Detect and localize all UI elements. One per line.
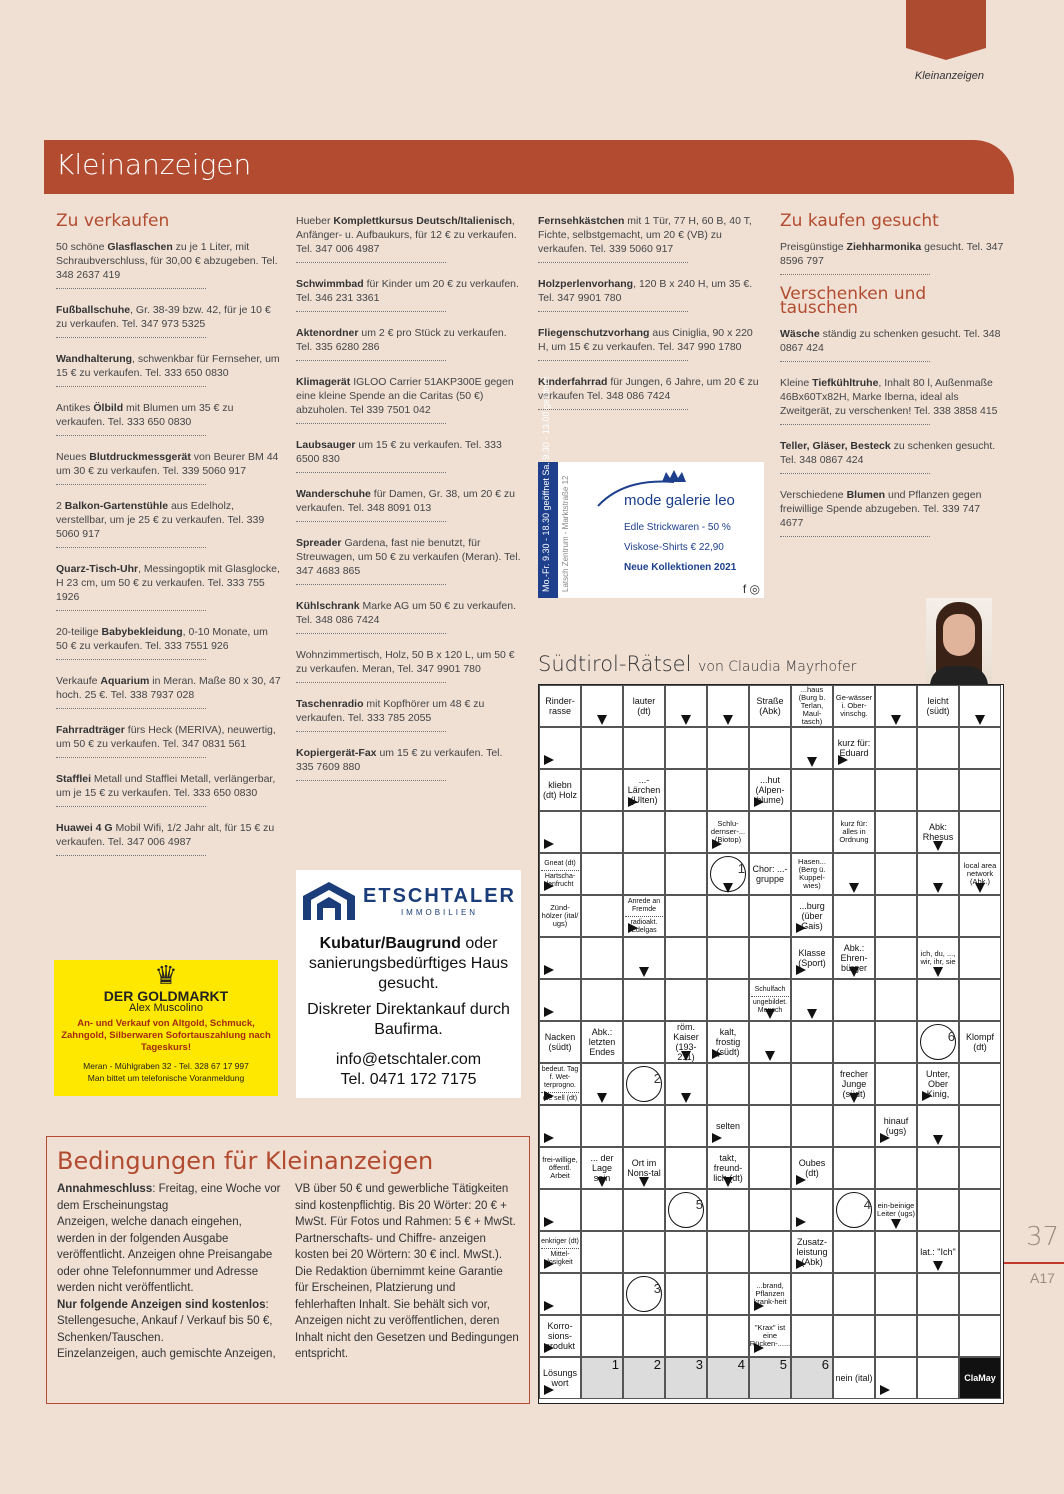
answer-cell[interactable]: [581, 1315, 623, 1357]
clue-cell: leicht (südt): [917, 685, 959, 727]
clue-cell: Chor: ...-gruppe: [749, 853, 791, 895]
clue-cell: nein (ital): [833, 1357, 875, 1399]
arrow-right-icon: [544, 839, 554, 849]
arrow-down-icon: [933, 883, 943, 893]
answer-cell[interactable]: [623, 1189, 665, 1231]
arrow-down-icon: [597, 1177, 607, 1187]
classified-ad: Kopiergerät-Fax um 15 € zu verkaufen. Tel. 335 7609 880: [296, 746, 446, 781]
terms-box: [46, 1136, 530, 1404]
solution-cell[interactable]: 1: [581, 1357, 623, 1399]
answer-cell[interactable]: [917, 1147, 959, 1189]
arrow-right-icon: [880, 1133, 890, 1143]
clue-cell: "Krax" ist eine Rücken-......: [749, 1315, 791, 1357]
answer-cell[interactable]: [833, 979, 875, 1021]
arrow-right-icon: [880, 1385, 890, 1395]
numbered-circle: 1: [710, 856, 746, 892]
answer-cell[interactable]: [959, 895, 1001, 937]
answer-cell[interactable]: [833, 769, 875, 811]
clue-cell: Oubes (dt): [791, 1147, 833, 1189]
clue-cell: Rinder-rasse: [539, 685, 581, 727]
goldmarkt-name: DER GOLDMARKT: [103, 988, 229, 1004]
crossword-grid[interactable]: [538, 684, 1004, 1404]
numbered-circle: 5: [668, 1192, 704, 1228]
answer-cell[interactable]: [833, 1315, 875, 1357]
clue-cell: Abk: Rhesus: [917, 811, 959, 853]
arrow-down-icon: [933, 1261, 943, 1271]
answer-cell[interactable]: [665, 1231, 707, 1273]
terms-heading: Bedingungen für Kleinanzeigen: [57, 1147, 434, 1175]
clue-cell: frecher Junge (südt): [833, 1063, 875, 1105]
answer-cell[interactable]: [623, 1105, 665, 1147]
answer-cell[interactable]: [581, 1189, 623, 1231]
classified-ad: Wäsche ständig zu schenken gesucht. Tel. 348 0867 424: [780, 327, 930, 362]
arrow-right-icon: [544, 1385, 554, 1395]
answer-cell[interactable]: [875, 1021, 917, 1063]
goldmarkt-ad[interactable]: [54, 960, 278, 1096]
arrow-right-icon: [544, 1301, 554, 1311]
arrow-right-icon: [628, 797, 638, 807]
solution-cell[interactable]: 5: [749, 1357, 791, 1399]
answer-cell[interactable]: [875, 769, 917, 811]
modegalerie-line3: Neue Kollektionen 2021: [624, 562, 737, 573]
solution-cell[interactable]: 6: [791, 1357, 833, 1399]
solution-cell[interactable]: 3: [665, 1357, 707, 1399]
clue-cell: kliebn (dt) Holz: [539, 769, 581, 811]
house-icon: [301, 880, 357, 922]
right-column: [780, 211, 1006, 551]
solution-cell[interactable]: 2: [623, 1357, 665, 1399]
answer-cell[interactable]: [665, 811, 707, 853]
clue-cell: Straße (Abk): [749, 685, 791, 727]
solution-cell[interactable]: 4: [707, 1357, 749, 1399]
classified-ad: Schwimmbad für Kinder um 20 € zu verkaufen. Tel. 346 231 3361: [296, 277, 446, 312]
answer-cell[interactable]: [623, 979, 665, 1021]
terms-col1: Annahmeschluss: Freitag, eine Woche vor dem Erscheinungstag Anzeigen, welche danach eingehen, werden in der folgenden Ausgabe veröffentlicht. Anzeigen ohne Preisangabe oder ohne Telefonnummer und Adresse werden nicht veröffentlicht. Nur folgende Anzeigen sind kostenlos: Stellengesuche, Ankauf / Verkauf bis 50 €, Schenken/Tauschen. Einzelanzeigen, auch gemischte Anzeigen,: [57, 1183, 281, 1360]
answer-cell[interactable]: [665, 979, 707, 1021]
arrow-down-icon: [723, 715, 733, 725]
answer-cell[interactable]: [833, 895, 875, 937]
answer-cell[interactable]: [959, 1063, 1001, 1105]
arrow-down-icon: [975, 883, 985, 893]
arrow-down-icon: [639, 967, 649, 977]
answer-cell[interactable]: [665, 937, 707, 979]
answer-cell[interactable]: [875, 1147, 917, 1189]
zu-verkaufen-col3: [538, 214, 764, 424]
arrow-right-icon: [544, 965, 554, 975]
answer-cell[interactable]: [917, 1273, 959, 1315]
arrow-down-icon: [723, 883, 733, 893]
clue-cell: Schlu-dernser-... (Biotop): [707, 811, 749, 853]
verschenken-heading: Verschenken und tauschen: [780, 284, 927, 318]
arrow-down-icon: [765, 1009, 775, 1019]
answer-cell[interactable]: [959, 937, 1001, 979]
answer-cell[interactable]: [917, 979, 959, 1021]
answer-cell[interactable]: [581, 853, 623, 895]
clue-cell: kurz für: Eduard: [833, 727, 875, 769]
zu-verkaufen-heading: Zu verkaufen: [56, 211, 170, 231]
etschtaler-brand: ETSCHTALER: [363, 885, 516, 907]
answer-cell[interactable]: [623, 1231, 665, 1273]
arrow-right-icon: [838, 755, 848, 765]
answer-cell[interactable]: [791, 1315, 833, 1357]
clue-cell: kurz für: alles in Ordnung: [833, 811, 875, 853]
answer-cell[interactable]: [875, 853, 917, 895]
clue-cell: Unter, Ober Kinig,: [917, 1063, 959, 1105]
answer-cell[interactable]: [959, 727, 1001, 769]
answer-cell[interactable]: [959, 811, 1001, 853]
classified-ad: Fahrradträger fürs Heck (MERIVA), neuwertig, um 50 € zu verkaufen. Tel. 347 0831 561: [56, 723, 206, 758]
clue-cell: hinauf (ugs): [875, 1105, 917, 1147]
clue-cell: lauter (dt): [623, 685, 665, 727]
etschtaler-logo: [296, 880, 521, 922]
answer-cell[interactable]: [581, 895, 623, 937]
etschtaler-phone: Tel. 0471 172 7175: [340, 1071, 477, 1088]
clue-cell: ...brand, Pflanzen krank-heit: [749, 1273, 791, 1315]
arrow-right-icon: [544, 881, 554, 891]
classified-ad: Kühlschrank Marke AG um 50 € zu verkaufen. Tel. 348 086 7424: [296, 599, 446, 634]
clue-cell: local area network (Abk.): [959, 853, 1001, 895]
answer-cell[interactable]: [623, 1021, 665, 1063]
classified-ad: Preisgünstige Ziehharmonika gesucht. Tel. 347 8596 797: [780, 240, 930, 275]
answer-cell[interactable]: [665, 769, 707, 811]
answer-cell[interactable]: [959, 1147, 1001, 1189]
author-photo: [926, 598, 992, 684]
numbered-circle: 2: [626, 1066, 662, 1102]
answer-cell[interactable]: [749, 895, 791, 937]
zu-verkaufen-col1: [56, 211, 282, 870]
answer-cell[interactable]: [581, 727, 623, 769]
section-tab: [906, 0, 986, 60]
signature-cell: ClaMay: [959, 1357, 1001, 1399]
etschtaler-brand-sub: IMMOBILIEN: [400, 908, 479, 917]
answer-cell[interactable]: [707, 979, 749, 1021]
classified-ad: Antikes Ölbild mit Blumen um 35 € zu verkaufen. Tel. 333 650 0830: [56, 401, 206, 436]
clue-cell: bedeut. Tag f. Wet-terprogno. die sell (dt): [539, 1063, 581, 1105]
clue-cell: ...burg (über Gais): [791, 895, 833, 937]
arrow-right-icon: [796, 1175, 806, 1185]
clue-cell: Abk.: Ehren-bürger: [833, 937, 875, 979]
arrow-down-icon: [849, 1093, 859, 1103]
clue-cell: Anrede an Fremde radioakt. Edelgas: [623, 895, 665, 937]
classified-ad: Holzperlenvorhang, 120 B x 240 H, um 35 €. Tel. 347 9901 780: [538, 277, 688, 312]
answer-cell[interactable]: [581, 937, 623, 979]
answer-cell[interactable]: [749, 1147, 791, 1189]
arrow-right-icon: [754, 797, 764, 807]
answer-cell[interactable]: [707, 1231, 749, 1273]
classified-ad: Kleine Tiefkühltruhe, Inhalt 80 l, Außenmaße 46Bx60Tx82H, Marke Iberna, ideal als Zweitgerät, zu verschenken! Tel. 338 3858 415: [780, 376, 930, 425]
classified-ad: Wohnzimmertisch, Holz, 50 B x 120 L, um 50 € zu verkaufen. Meran, Tel. 347 9901 780: [296, 648, 446, 683]
answer-cell[interactable]: [959, 1273, 1001, 1315]
answer-cell[interactable]: [665, 727, 707, 769]
answer-cell[interactable]: [623, 1315, 665, 1357]
arrow-down-icon: [681, 715, 691, 725]
answer-cell[interactable]: [875, 979, 917, 1021]
terms-col2: VB über 50 € und gewerbliche Tätigkeiten sind kostenpflichtig. Bis 20 Wörter: 20 € + MwSt. Für Fotos und Rahmen: 5 € + MwSt. Partnerschafts- und Chiffre- anzeigen kosten bei 20 Wörtern: 30 € incl. MwSt.). Die Redaktion übernimmt keine Garantie für Erscheinen, Platzierung und fehlerhaften Inhalt. Sie behält sich vor, Anzeigen nicht zu veröffentlichen, deren Inhalt nicht den Gesetzen und Bedingungen entspricht.: [295, 1183, 519, 1360]
classified-ad: Wandhalterung, schwenkbar für Fernseher, um 15 € zu verkaufen. Tel. 333 650 0830: [56, 352, 206, 387]
clue-cell: röm. Kaiser (193-211): [665, 1021, 707, 1063]
answer-cell[interactable]: [959, 1105, 1001, 1147]
answer-cell[interactable]: [959, 1315, 1001, 1357]
answer-cell[interactable]: [749, 1063, 791, 1105]
answer-cell[interactable]: [707, 1063, 749, 1105]
classified-ad: Laubsauger um 15 € zu verkaufen. Tel. 333 6500 830: [296, 438, 446, 473]
arrow-down-icon: [807, 1009, 817, 1019]
clue-cell: Hasen... (Berg ü. Kuppel-wies): [791, 853, 833, 895]
classified-ad: Fliegenschutzvorhang aus Ciniglia, 90 x 220 H, um 15 € zu verkaufen. Tel. 347 990 1780: [538, 326, 688, 361]
answer-cell[interactable]: [917, 895, 959, 937]
clue-cell: Zünd-hölzer (ital/ ugs): [539, 895, 581, 937]
answer-cell[interactable]: [791, 1063, 833, 1105]
answer-cell[interactable]: [749, 1105, 791, 1147]
answer-cell[interactable]: [875, 895, 917, 937]
arrow-right-icon: [796, 965, 806, 975]
answer-cell[interactable]: [581, 1105, 623, 1147]
zu-verkaufen-col2: [296, 214, 522, 795]
classified-ad: Kinderfahrrad für Jungen, 6 Jahre, um 20 € zu verkaufen Tel. 348 086 7424: [538, 375, 688, 410]
clue-cell: Abk.: letzten Endes: [581, 1021, 623, 1063]
classified-ad: 20-teilige Babybekleidung, 0-10 Monate, um 50 € zu verkaufen. Tel. 333 7551 926: [56, 625, 206, 660]
answer-cell[interactable]: [917, 1315, 959, 1357]
clue-cell: ... der Lage sein: [581, 1147, 623, 1189]
classified-ad: Fußballschuhe, Gr. 38-39 bzw. 42, für je 10 € zu verkaufen. Tel. 347 973 5325: [56, 303, 206, 338]
clue-cell: ein-beinige Leiter (ugs): [875, 1189, 917, 1231]
section-label: Kleinanzeigen: [914, 70, 984, 82]
arrow-down-icon: [849, 967, 859, 977]
classified-ad: Aktenordner um 2 € pro Stück zu verkaufen. Tel. 335 6280 286: [296, 326, 446, 361]
zu-kaufen-heading: Zu kaufen gesucht: [780, 211, 939, 231]
clue-cell: Zusatz-leistung (Abk): [791, 1231, 833, 1273]
modegalerie-address: Latsch Zentrum - Marktstraße 12: [561, 475, 570, 592]
answer-cell[interactable]: [917, 1357, 959, 1399]
answer-cell[interactable]: [875, 937, 917, 979]
answer-cell[interactable]: [833, 1231, 875, 1273]
classified-ad: Stafflei Metall und Stafflei Metall, verlängerbar, um je 15 € zu verkaufen. Tel. 333 650 0830: [56, 772, 206, 807]
answer-cell[interactable]: [791, 1021, 833, 1063]
answer-cell[interactable]: [581, 1231, 623, 1273]
clue-cell: Ge-wässer i. Ober-vinschg.: [833, 685, 875, 727]
answer-cell[interactable]: [791, 1105, 833, 1147]
classified-ad: Huawei 4 G Mobil Wifi, 1/2 Jahr alt, für 15 € zu verkaufen. Tel. 347 006 4987: [56, 821, 206, 856]
classified-ad: Fernsehkästchen mit 1 Tür, 77 H, 60 B, 40 T, Fichte, selbstgemacht, um 20 € (VB) zu verkaufen. Tel. 339 5060 917: [538, 214, 688, 263]
clue-cell: kalt, frostig (südt): [707, 1021, 749, 1063]
answer-cell[interactable]: [833, 1273, 875, 1315]
modegalerie-line1: Edle Strickwaren - 50 %: [624, 522, 731, 533]
goldmarkt-owner: Alex Muscolino: [129, 1002, 203, 1014]
clue-cell: takt, freund-lich (dt): [707, 1147, 749, 1189]
numbered-circle: 3: [626, 1276, 662, 1312]
answer-cell[interactable]: [707, 769, 749, 811]
modegalerie-line2: Viskose-Shirts € 22,90: [624, 542, 724, 553]
arrow-down-icon: [975, 715, 985, 725]
etschtaler-ad[interactable]: [296, 870, 521, 1098]
arrow-right-icon: [544, 755, 554, 765]
answer-cell[interactable]: [875, 727, 917, 769]
clue-cell: Ort im Nons-tal: [623, 1147, 665, 1189]
classified-ad: Spreader Gardena, fast nie benutzt, für Streuwagen, um 50 € zu verkaufen (Meran). Tel. 347 4683 865: [296, 536, 446, 585]
arrow-down-icon: [597, 715, 607, 725]
clue-cell: ...hut (Alpen-blume): [749, 769, 791, 811]
answer-cell[interactable]: [707, 1189, 749, 1231]
answer-cell[interactable]: [707, 937, 749, 979]
classified-ad: Hueber Komplettkursus Deutsch/Italienisch, Anfänger- u. Aufbaukurs, für 12 € zu verkaufen. Tel. 347 006 4987: [296, 214, 446, 263]
arrow-right-icon: [796, 923, 806, 933]
answer-cell[interactable]: [833, 1105, 875, 1147]
arrow-right-icon: [922, 1091, 932, 1101]
clue-cell: Korro-sions-produkt: [539, 1315, 581, 1357]
clue-cell: Klasse (Sport): [791, 937, 833, 979]
answer-cell[interactable]: [833, 1147, 875, 1189]
clue-cell: ...-Lärchen (Ulten): [623, 769, 665, 811]
classified-ad: Neues Blutdruckmessgerät von Beurer BM 44 um 30 € zu verkaufen. Tel. 339 5060 917: [56, 450, 206, 485]
answer-cell[interactable]: [875, 1315, 917, 1357]
classified-ad: Verschiedene Blumen und Pflanzen gegen freiwillige Spende abzugeben. Tel. 339 747 4677: [780, 488, 930, 537]
answer-cell[interactable]: [623, 727, 665, 769]
answer-cell[interactable]: [749, 727, 791, 769]
answer-cell[interactable]: [791, 769, 833, 811]
answer-cell[interactable]: [749, 1189, 791, 1231]
arrow-down-icon: [597, 1093, 607, 1103]
answer-cell[interactable]: [665, 853, 707, 895]
classified-ad: Taschenradio mit Kopfhörer um 48 € zu verkaufen. Tel. 333 785 2055: [296, 697, 446, 732]
page-rule: [1004, 1262, 1064, 1264]
arrow-right-icon: [544, 1259, 554, 1269]
answer-cell[interactable]: [749, 1231, 791, 1273]
arrow-right-icon: [628, 923, 638, 933]
modegalerie-hours: Mo.-Fr. 9.30 - 18.30 geöffnet Sa. 9.30 - 13.00 geöffnet: [541, 376, 551, 592]
arrow-right-icon: [796, 1217, 806, 1227]
answer-cell[interactable]: [749, 811, 791, 853]
answer-cell[interactable]: [959, 979, 1001, 1021]
answer-cell[interactable]: [581, 979, 623, 1021]
page-number: 37: [1026, 1222, 1060, 1252]
arrow-down-icon: [765, 1051, 775, 1061]
modegalerie-name: mode galerie leo: [624, 492, 735, 509]
arrow-down-icon: [681, 1051, 691, 1061]
clue-cell: Gneat (dt) Hartscha-lenfrucht: [539, 853, 581, 895]
page-code: A17: [1030, 1270, 1055, 1286]
goldmarkt-services: An- und Verkauf von Altgold, Schmuck, Zahngold, Silberwaren Sofortauszahlung nach Tageskurs!: [61, 1018, 271, 1053]
arrow-down-icon: [681, 1093, 691, 1103]
classified-ad: Verkaufe Aquarium in Meran. Maße 80 x 30, 47 hoch. 25 €. Tel. 338 7937 028: [56, 674, 206, 709]
answer-cell[interactable]: [791, 811, 833, 853]
answer-cell[interactable]: [707, 1273, 749, 1315]
answer-cell[interactable]: [875, 1273, 917, 1315]
answer-cell[interactable]: [833, 1021, 875, 1063]
arrow-down-icon: [639, 1177, 649, 1187]
page-title: Kleinanzeigen: [44, 140, 1014, 194]
arrow-right-icon: [544, 1133, 554, 1143]
arrow-down-icon: [723, 1177, 733, 1187]
clue-cell: frei-willige, öffentl. Arbeit: [539, 1147, 581, 1189]
answer-cell[interactable]: [875, 1231, 917, 1273]
classified-ad: 50 schöne Glasflaschen zu je 1 Liter, mit Schraubverschluss, für 30,00 € abzugeben. Tel. 348 2637 419: [56, 240, 206, 289]
arrow-down-icon: [933, 841, 943, 851]
crown-icon: ♛: [154, 960, 178, 990]
arrow-down-icon: [807, 757, 817, 767]
answer-cell[interactable]: [917, 769, 959, 811]
goldmarkt-note: Man bittet um telefonische Voranmeldung: [87, 1073, 245, 1083]
classified-ad: 2 Balkon-Gartenstühle aus Edelholz, verstellbar, um je 25 € zu verkaufen. Tel. 339 5060 917: [56, 499, 206, 548]
answer-cell[interactable]: [581, 811, 623, 853]
arrow-right-icon: [544, 1007, 554, 1017]
answer-cell[interactable]: [959, 769, 1001, 811]
answer-cell[interactable]: [749, 937, 791, 979]
answer-cell[interactable]: [665, 1273, 707, 1315]
answer-cell[interactable]: [581, 1273, 623, 1315]
arrow-right-icon: [544, 1217, 554, 1227]
answer-cell[interactable]: [707, 895, 749, 937]
raetsel-title: Südtirol-Rätsel von Claudia Mayrhofer: [538, 652, 857, 676]
clue-cell: selten: [707, 1105, 749, 1147]
numbered-circle: 6: [920, 1024, 956, 1060]
answer-cell[interactable]: [623, 853, 665, 895]
answer-cell[interactable]: [665, 1315, 707, 1357]
arrow-right-icon: [796, 1259, 806, 1269]
answer-cell[interactable]: [623, 811, 665, 853]
answer-cell[interactable]: [959, 1231, 1001, 1273]
arrow-down-icon: [891, 715, 901, 725]
answer-cell[interactable]: [917, 1189, 959, 1231]
answer-cell[interactable]: [665, 1147, 707, 1189]
classified-ad: Klimagerät IGLOO Carrier 51AKP300E gegen eine kleine Spende an die Caritas (50 €) abzuholen. Tel 339 7501 042: [296, 375, 446, 424]
clue-cell: enkriger (dt) Mittel-losigkeit: [539, 1231, 581, 1273]
clue-cell: Nacken (südt): [539, 1021, 581, 1063]
arrow-right-icon: [754, 1343, 764, 1353]
answer-cell[interactable]: [959, 1189, 1001, 1231]
answer-cell[interactable]: [917, 727, 959, 769]
numbered-circle: 4: [836, 1192, 872, 1228]
answer-cell[interactable]: [875, 811, 917, 853]
etschtaler-headline: Kubatur/Baugrund oder sanierungsbedürftiges Haus gesucht.: [308, 935, 509, 992]
etschtaler-text: Diskreter Direktankauf durch Baufirma.: [307, 1001, 510, 1038]
arrow-right-icon: [544, 1343, 554, 1353]
clue-cell: Lösungs wort: [539, 1357, 581, 1399]
classified-ad: Teller, Gläser, Besteck zu schenken gesucht. Tel. 348 0867 424: [780, 439, 930, 474]
answer-cell[interactable]: [791, 1273, 833, 1315]
answer-cell[interactable]: [665, 1105, 707, 1147]
clue-cell: lat.: "Ich": [917, 1231, 959, 1273]
clue-cell: Klompf (dt): [959, 1021, 1001, 1063]
arrow-right-icon: [712, 1133, 722, 1143]
clue-cell: ich, du, ..., wir, ihr, sie: [917, 937, 959, 979]
arrow-right-icon: [754, 1301, 764, 1311]
social-icons[interactable]: f ◎: [742, 582, 760, 596]
arrow-down-icon: [849, 883, 859, 893]
clue-cell: Schulfach ungebildet. Mensch: [749, 979, 791, 1021]
answer-cell[interactable]: [665, 895, 707, 937]
answer-cell[interactable]: [875, 1063, 917, 1105]
goldmarkt-address: Meran - Mühlgraben 32 - Tel. 328 67 17 997: [83, 1061, 249, 1071]
classified-ad: Wanderschuhe für Damen, Gr. 38, um 20 € zu verkaufen. Tel. 348 8091 013: [296, 487, 446, 522]
arrow-right-icon: [712, 839, 722, 849]
arrow-right-icon: [712, 1049, 722, 1059]
arrow-down-icon: [933, 1135, 943, 1145]
answer-cell[interactable]: [581, 769, 623, 811]
classified-ad: Quarz-Tisch-Uhr, Messingoptik mit Glasglocke, H 23 cm, um 50 € zu verkaufen. Tel. 333 755 1926: [56, 562, 206, 611]
arrow-down-icon: [933, 967, 943, 977]
arrow-right-icon: [544, 1091, 554, 1101]
arrow-down-icon: [891, 1219, 901, 1229]
answer-cell[interactable]: [707, 1315, 749, 1357]
answer-cell[interactable]: [707, 727, 749, 769]
etschtaler-email[interactable]: info@etschtaler.com: [335, 1051, 482, 1068]
clue-cell: ...haus (Burg b. Terlan, Maul-tasch): [791, 685, 833, 727]
